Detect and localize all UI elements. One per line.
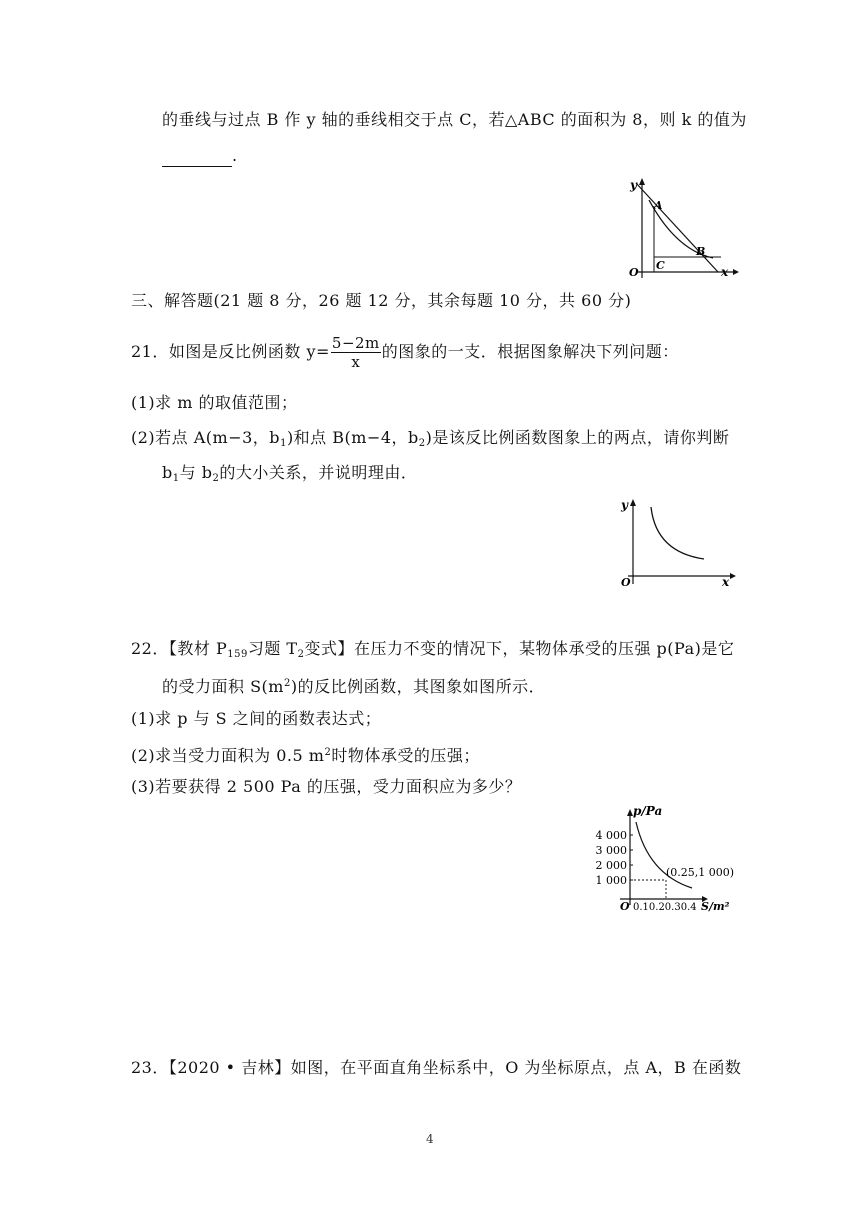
answer-blank — [162, 152, 232, 167]
point-label: (0.25,1 000) — [666, 866, 735, 879]
fraction-denominator: x — [351, 353, 361, 371]
q22-line1 — [131, 638, 734, 666]
subscript: 159 — [227, 649, 248, 660]
q22-part2 — [131, 742, 480, 767]
superscript: 2 — [283, 678, 291, 689]
text: 22．【教材 P — [131, 639, 228, 658]
q21-fraction — [331, 334, 381, 371]
fraction-numerator: 5−2m — [331, 334, 380, 352]
superscript: 2 — [324, 747, 332, 758]
figure-q22 — [590, 802, 740, 914]
q21-part2-line1 — [131, 427, 729, 455]
text: 时物体承受的压强； — [331, 746, 480, 765]
x-tick-labels: 0.10.20.30.4 — [633, 902, 697, 913]
y-tick-label: 3 000 — [595, 844, 627, 857]
page-number: 4 — [426, 1132, 434, 1146]
q20-line2 — [162, 145, 238, 167]
text: )的反比例函数，其图象如图所示． — [290, 677, 546, 696]
y-axis-label: p/Pa — [633, 804, 663, 818]
subscript: 2 — [212, 473, 220, 484]
y-tick-label: 2 000 — [595, 859, 627, 872]
text: (2)求当受力面积为 0.5 m — [131, 746, 325, 765]
q21-suffix: 的图象的一支．根据图象解决下列问题： — [381, 342, 679, 361]
point-a-label: A — [654, 199, 663, 212]
figure-q20 — [618, 175, 740, 280]
subscript: 1 — [280, 438, 287, 449]
y-axis-arrow — [630, 499, 636, 506]
y-label: y — [621, 498, 628, 512]
q21-part1: (1)求 m 的取值范围； — [131, 393, 298, 412]
x-axis-label: S/m² — [701, 900, 730, 913]
text: 的受力面积 S(m — [162, 677, 284, 696]
text: 的大小关系，并说明理由． — [219, 463, 418, 482]
hyperbola-curve — [651, 507, 704, 559]
q21-prefix: 21．如图是反比例函数 y= — [131, 342, 330, 361]
origin-label: O — [629, 266, 639, 279]
y-tick-label: 4 000 — [595, 829, 627, 842]
x-axis-arrow — [730, 573, 736, 579]
q21-stem — [131, 334, 679, 371]
q22-part3: (3)若要获得 2 500 Pa 的压强，受力面积应为多少？ — [131, 777, 522, 796]
q22-line2 — [162, 673, 545, 698]
y-tick-label: 1 000 — [595, 874, 627, 887]
text: 变式】在压力不变的情况下，某物体承受的压强 p(Pa)是它 — [304, 639, 735, 658]
subscript: 1 — [172, 473, 180, 484]
origin-label: O — [621, 576, 631, 589]
text: (2)若点 A(m−3，b — [131, 428, 281, 447]
q22-part1: (1)求 p 与 S 之间的函数表达式； — [131, 709, 382, 728]
origin-label: O — [620, 900, 630, 913]
text: )和点 B(m−4，b — [286, 428, 419, 447]
y-axis-arrow — [639, 178, 645, 185]
text: 习题 T — [247, 639, 298, 658]
q23-line1: 23．【2020 • 吉林】如图，在平面直角坐标系中，O 为坐标原点，点 A，B 在函数 — [131, 1058, 742, 1077]
line-ab — [636, 183, 718, 272]
figure-q21 — [616, 494, 738, 590]
x-label: x — [722, 575, 730, 589]
text: )是该反比例函数图象上的两点，请你判断 — [425, 428, 730, 447]
point-c-label: C — [656, 259, 665, 272]
subscript: 2 — [418, 438, 426, 449]
x-label: x — [721, 265, 729, 279]
text: 与 b — [179, 463, 213, 482]
y-label: y — [630, 178, 637, 192]
text: b — [162, 463, 173, 482]
q20-line2-end: . — [232, 146, 238, 165]
x-axis-arrow — [733, 269, 739, 275]
q20-line1: 的垂线与过点 B 作 y 轴的垂线相交于点 C，若△ABC 的面积为 8，则 k 的值为 — [162, 110, 747, 129]
point-b-label: B — [696, 245, 706, 258]
q21-part2-line2 — [162, 462, 417, 490]
section-heading: 三、解答题(21 题 8 分，26 题 12 分，其余每题 10 分，共 60 分) — [131, 291, 632, 310]
subscript: 2 — [297, 649, 305, 660]
